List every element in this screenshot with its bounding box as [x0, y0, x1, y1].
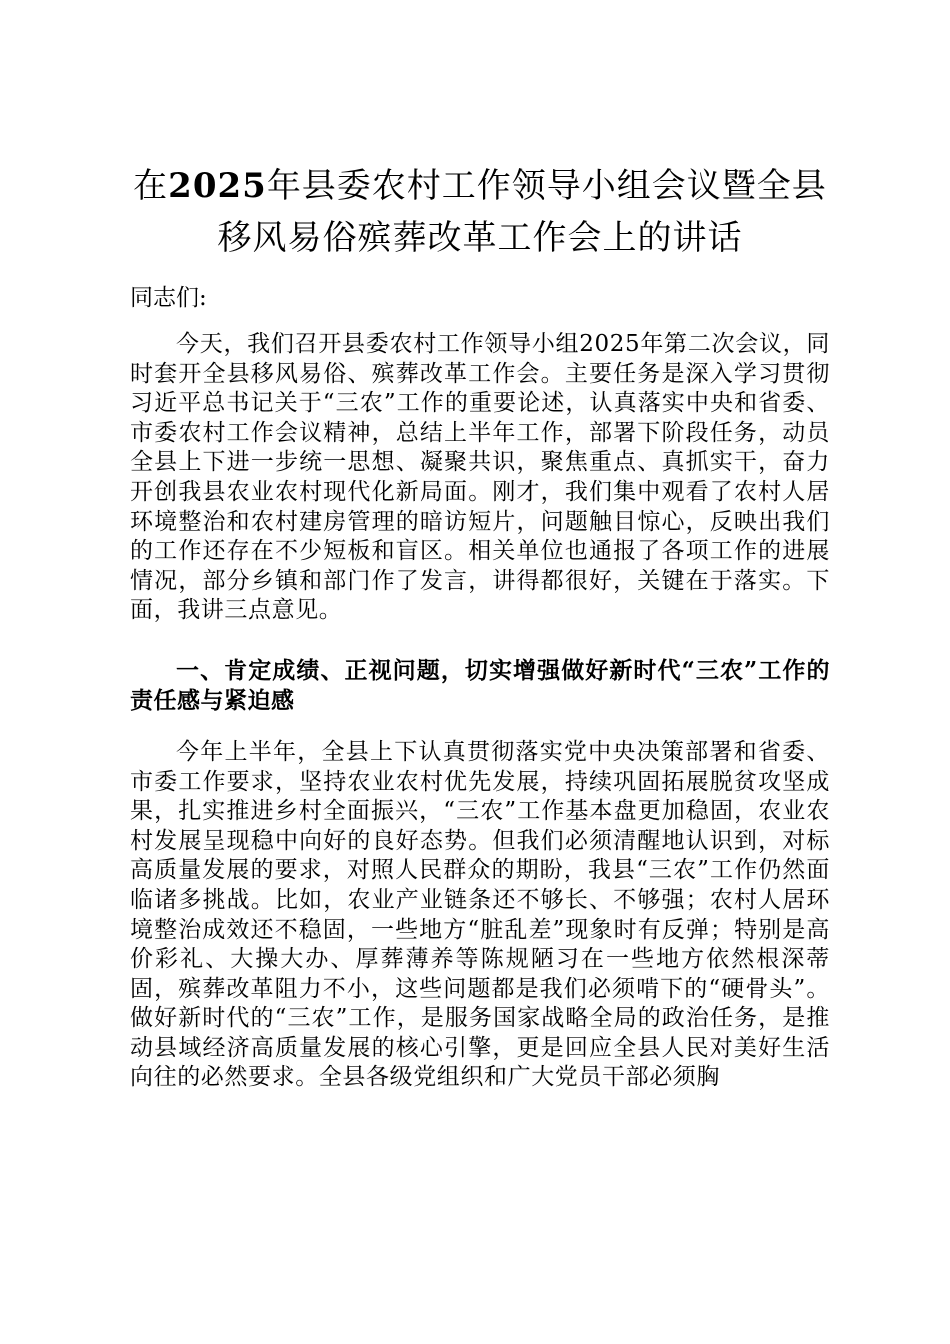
- document-page: [130, 160, 830, 1093]
- title-line2: 移风易俗殡葬改革工作会上的讲话: [217, 218, 743, 258]
- salutation: 同志们:: [130, 285, 207, 311]
- title-line1-suffix: 年县委农村工作领导小组会议暨全县: [266, 166, 827, 206]
- paragraph-section-1: 今年上半年，全县上下认真贯彻落实党中央决策部署和省委、市委工作要求，坚持农业农村优先发展，持续巩固拓展脱贫攻坚成果，扎实推进乡村全面振兴，“三农”工作基本盘更加稳固，农业农村发展呈现稳中向好的良好态势。但我们必须清醒地认识到，对标高质量发展的要求，对照人民群众的期盼，我县“三农”工作仍然面临诸多挑战。比如，农业产业链条还不够长、不够强；农村人居环境整治成效还不稳固，一些地方“脏乱差”现象时有反弹；特别是高价彩礼、大操大办、厚葬薄养等陈规陋习在一些地方依然根深蒂固，殡葬改革阻力不小，这些问题都是我们必须啃下的“硬骨头”。做好新时代的“三农”工作，是服务国家战略全局的政治任务，是推动县域经济高质量发展的核心引擎，更是回应全县人民对美好生活向往的必然要求。全县各级党组织和广大党员干部必须胸: [130, 738, 830, 1091]
- title-line1-prefix: 在: [133, 166, 169, 206]
- document-title: [130, 160, 830, 264]
- section-heading-1: 一、肯定成绩、正视问题，切实增强做好新时代“三农”工作的责任感与紧迫感: [130, 656, 830, 714]
- title-year: 2025: [168, 166, 267, 206]
- paragraph-intro: 今天，我们召开县委农村工作领导小组2025年第二次会议，同时套开全县移风易俗、殡葬改革工作会。主要任务是深入学习贯彻习近平总书记关于“三农”工作的重要论述，认真落实中央和省委、市委农村工作会议精神，总结上半年工作，部署下阶段任务，动员全县上下进一步统一思想、凝聚共识，聚焦重点、真抓实干，奋力开创我县农业农村现代化新局面。刚才，我们集中观看了农村人居环境整治和农村建房管理的暗访短片，问题触目惊心，反映出我们的工作还存在不少短板和盲区。相关单位也通报了各项工作的进展情况，部分乡镇和部门作了发言，讲得都很好，关键在于落实。下面，我讲三点意见。: [130, 331, 830, 624]
